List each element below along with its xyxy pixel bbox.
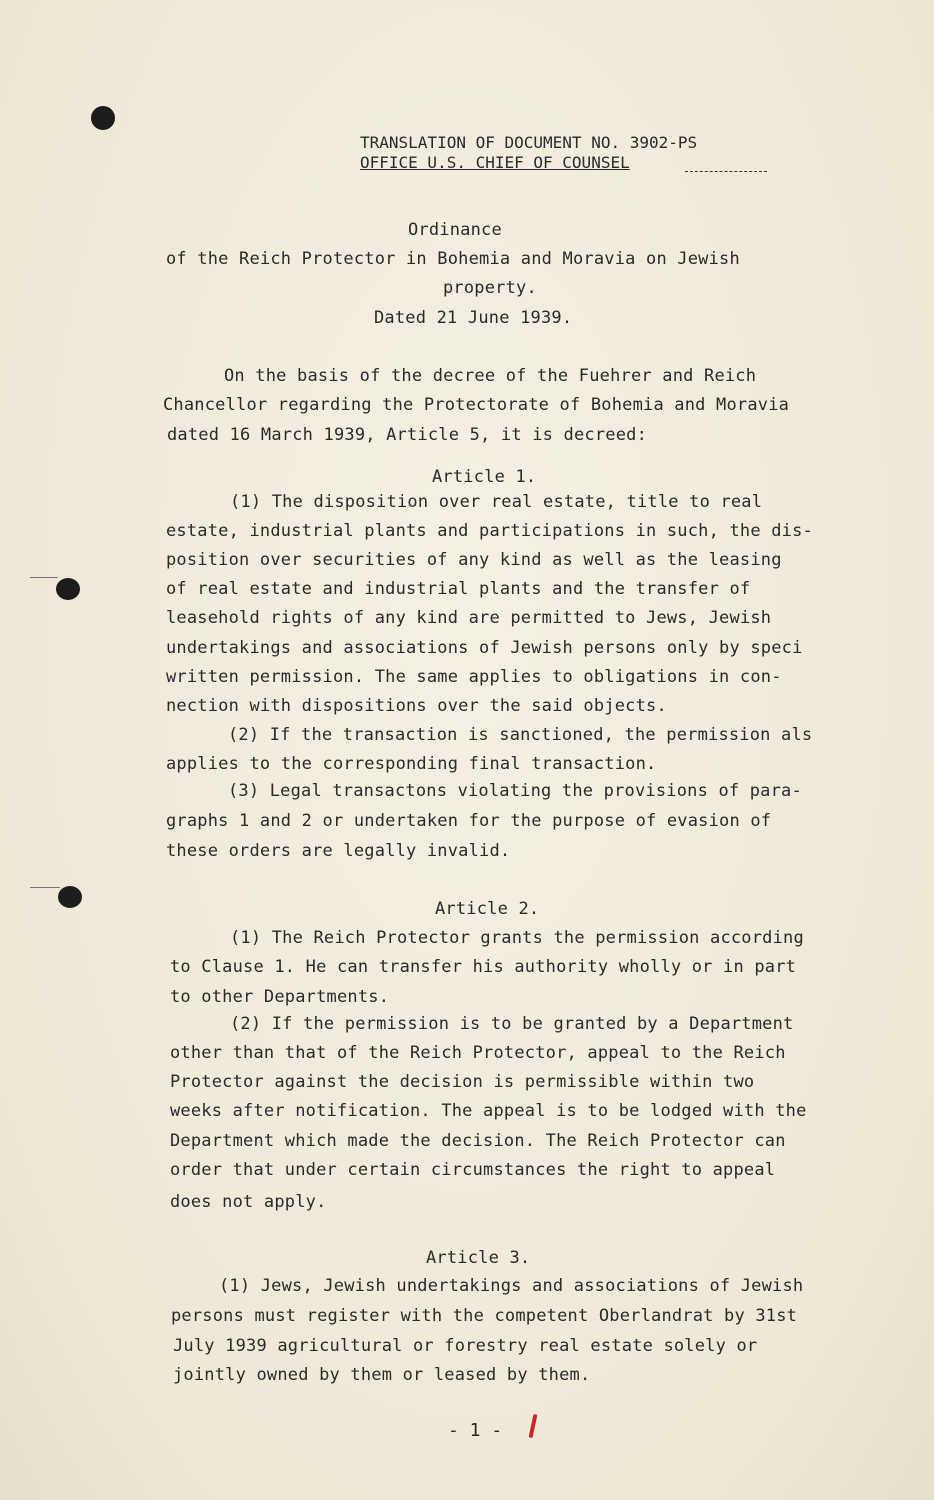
preamble-line: Chancellor regarding the Protectorate of Bohemia and Moravia xyxy=(163,395,790,415)
article-1-line: nection with dispositions over the said objects. xyxy=(166,696,667,716)
title-line2: of the Reich Protector in Bohemia and Moravia on Jewish xyxy=(166,249,740,269)
article-3-line: (1) Jews, Jewish undertakings and associations of Jewish xyxy=(219,1276,804,1296)
article-1-line: (1) The disposition over real estate, title to real xyxy=(230,492,763,512)
article-3-heading: Article 3. xyxy=(426,1248,531,1268)
article-1-heading: Article 1. xyxy=(432,467,537,487)
article-1-line: position over securities of any kind as well as the leasing xyxy=(166,550,782,570)
article-1-line: these orders are legally invalid. xyxy=(166,841,511,861)
article-3-line: jointly owned by them or leased by them. xyxy=(173,1365,591,1385)
article-2-line: weeks after notification. The appeal is to be lodged with the xyxy=(170,1101,807,1121)
article-2-line: (2) If the permission is to be granted by a Department xyxy=(230,1014,794,1034)
punch-hole-middle-mark xyxy=(30,577,58,578)
article-2-line: (1) The Reich Protector grants the permission according xyxy=(230,928,804,948)
punch-hole-middle xyxy=(56,578,80,600)
article-1-line: leasehold rights of any kind are permitted to Jews, Jewish xyxy=(166,608,772,628)
article-1-line: of real estate and industrial plants and the transfer of xyxy=(166,579,751,599)
title-line3: property. xyxy=(443,278,537,298)
article-1-line: (2) If the transaction is sanctioned, the permission als xyxy=(228,725,813,745)
red-pencil-mark xyxy=(529,1414,538,1438)
article-2-line: Department which made the decision. The Reich Protector can xyxy=(170,1131,786,1151)
article-2-line: other than that of the Reich Protector, appeal to the Reich xyxy=(170,1043,786,1063)
preamble-line: On the basis of the decree of the Fuehrer and Reich xyxy=(224,366,757,386)
article-2-line: Protector against the decision is permissible within two xyxy=(170,1072,755,1092)
title-date: Dated 21 June 1939. xyxy=(374,308,573,328)
document-header-line1: TRANSLATION OF DOCUMENT NO. 3902-PS xyxy=(360,133,698,152)
article-2-line: order that under certain circumstances the right to appeal xyxy=(170,1160,776,1180)
article-2-heading: Article 2. xyxy=(435,899,540,919)
punch-hole-top xyxy=(91,106,115,130)
article-1-line: written permission. The same applies to obligations in con- xyxy=(166,667,782,687)
punch-hole-bottom xyxy=(58,886,82,908)
article-3-line: July 1939 agricultural or forestry real estate solely or xyxy=(173,1336,758,1356)
article-2-line: to Clause 1. He can transfer his authority wholly or in part xyxy=(170,957,797,977)
document-header-line2: OFFICE U.S. CHIEF OF COUNSEL xyxy=(360,153,630,172)
header-rule xyxy=(685,171,767,172)
title-ordinance: Ordinance xyxy=(408,220,502,240)
article-1-line: graphs 1 and 2 or undertaken for the purpose of evasion of xyxy=(166,811,772,831)
article-1-line: estate, industrial plants and participations in such, the dis- xyxy=(166,521,813,541)
article-3-line: persons must register with the competent Oberlandrat by 31st xyxy=(171,1306,798,1326)
article-2-line: to other Departments. xyxy=(170,987,390,1007)
punch-hole-bottom-mark xyxy=(30,887,60,888)
preamble-line: dated 16 March 1939, Article 5, it is decreed: xyxy=(167,425,648,445)
article-1-line: (3) Legal transactons violating the provisions of para- xyxy=(228,781,802,801)
page-number: - 1 - xyxy=(448,1420,503,1441)
article-1-line: undertakings and associations of Jewish persons only by speci xyxy=(166,638,803,658)
article-2-line: does not apply. xyxy=(170,1192,327,1212)
article-1-line: applies to the corresponding final transaction. xyxy=(166,754,657,774)
